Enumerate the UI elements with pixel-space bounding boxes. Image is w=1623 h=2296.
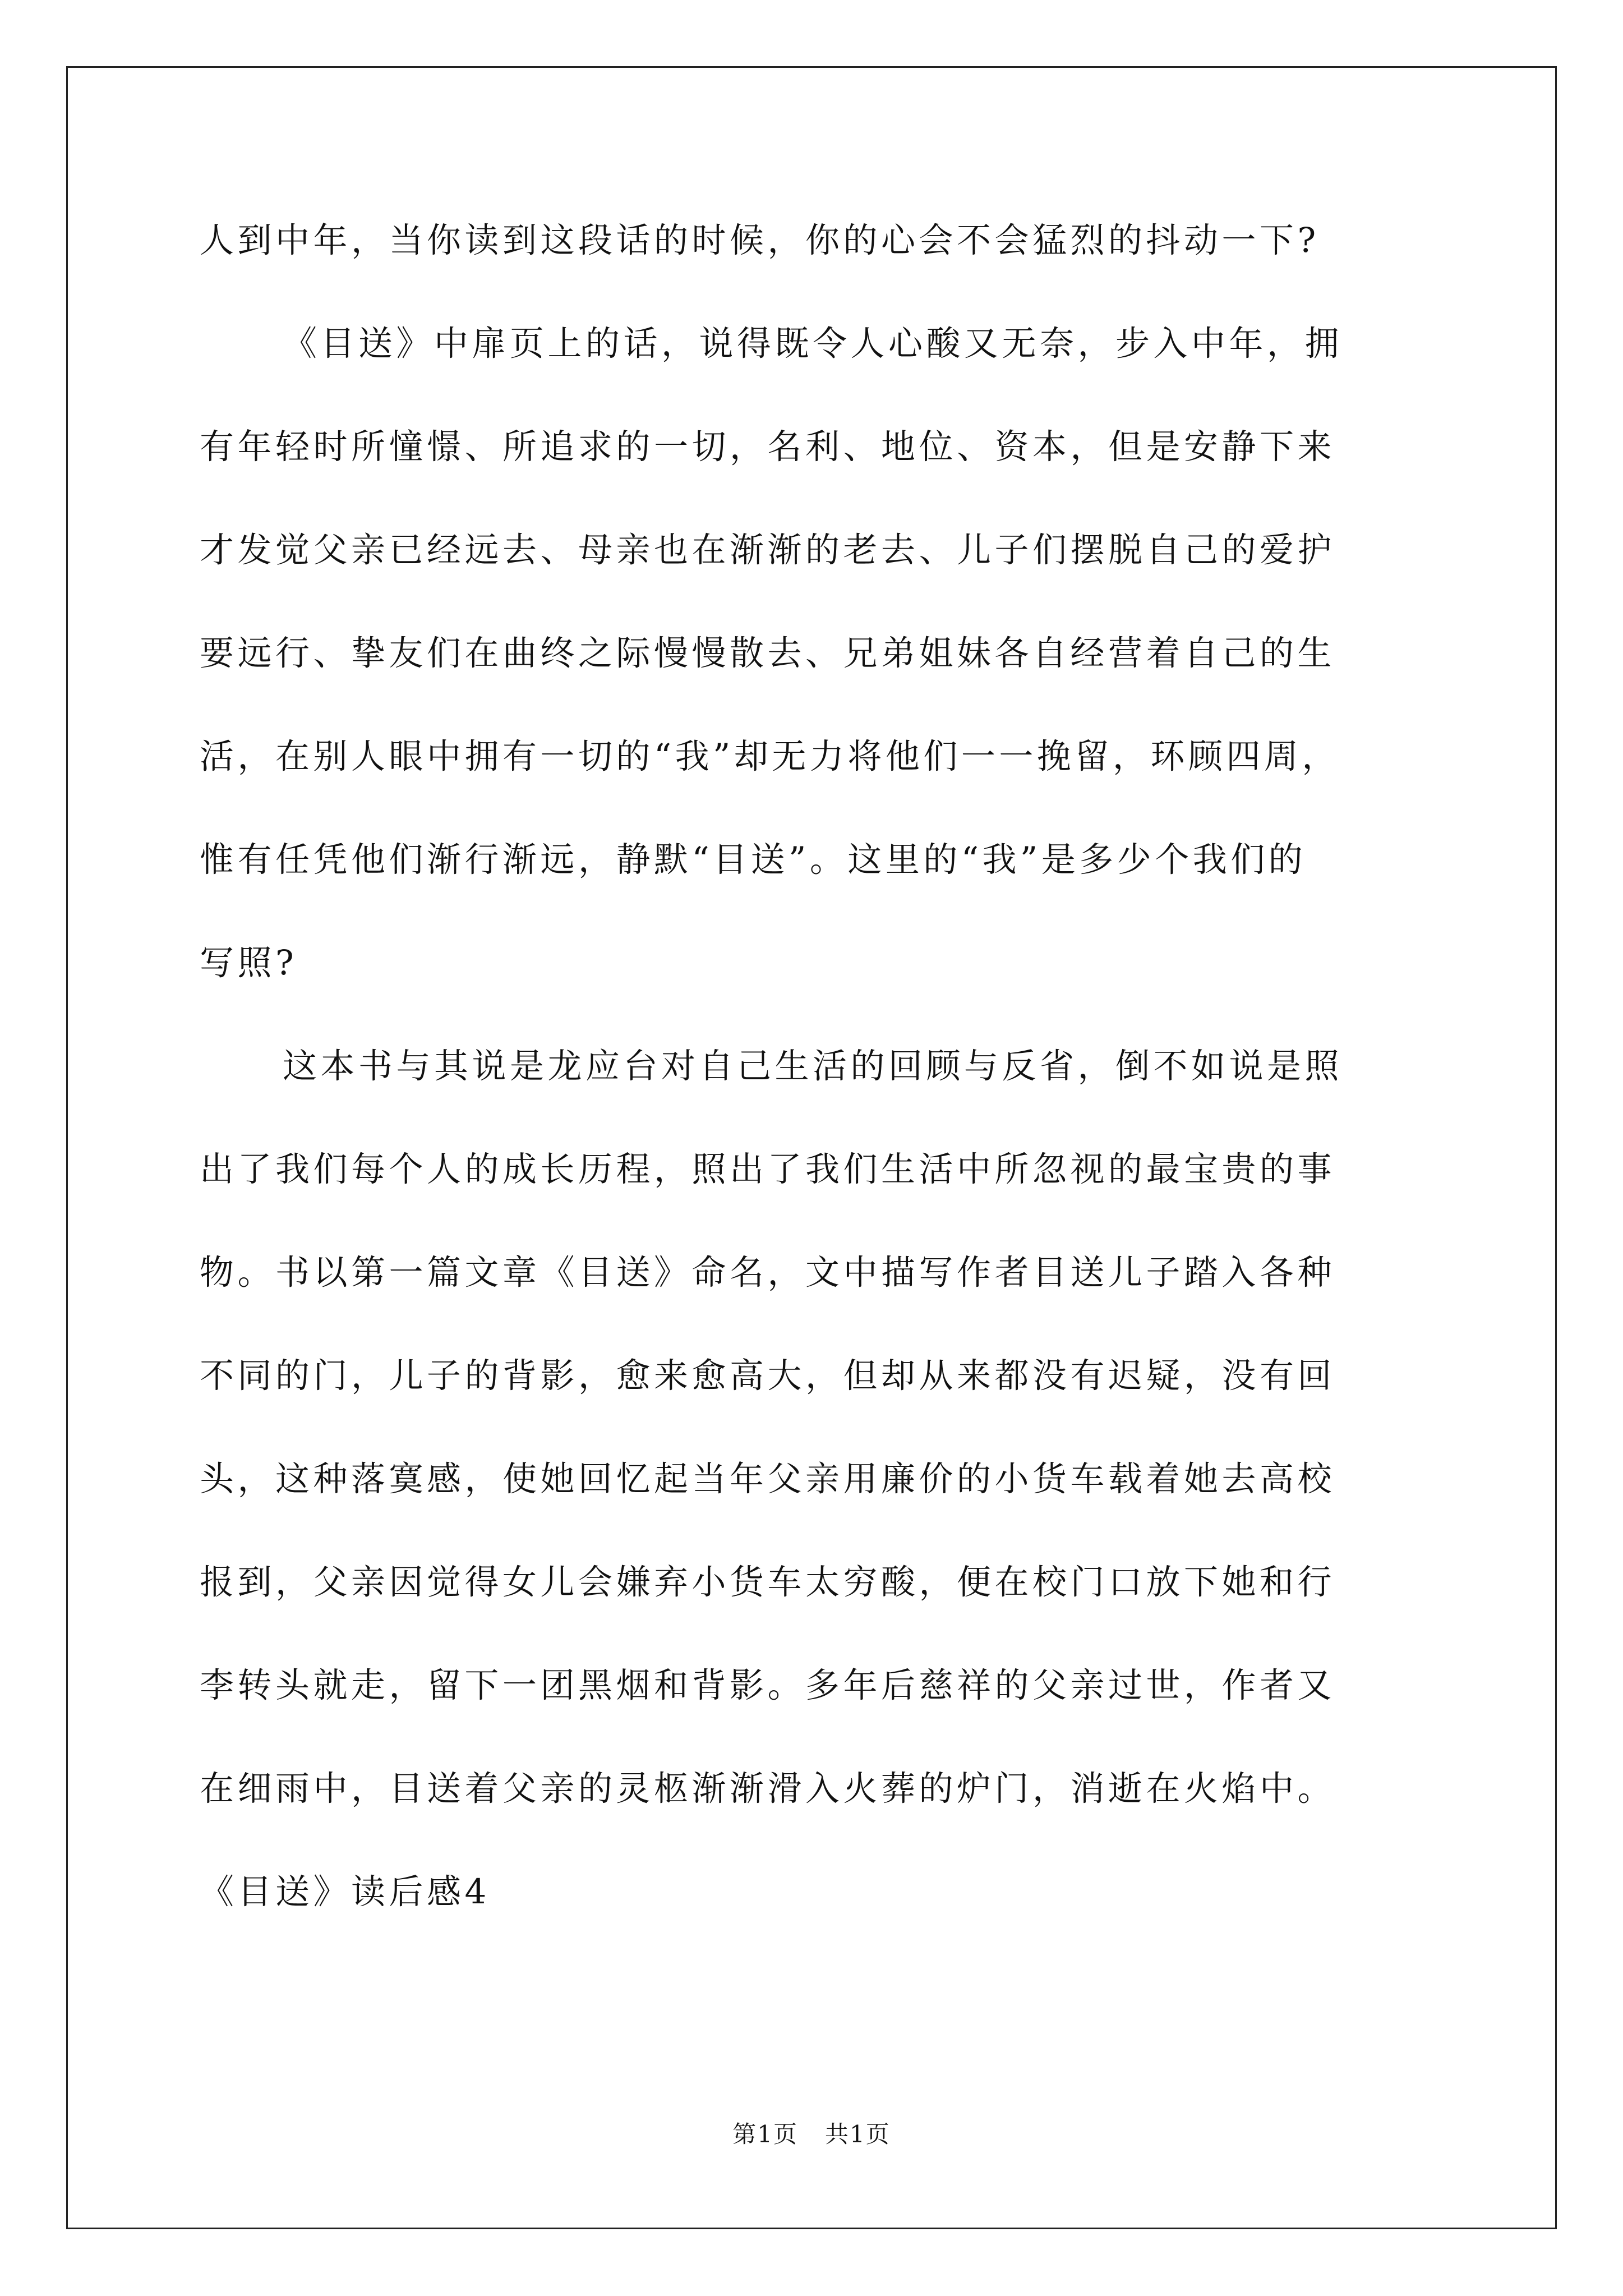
text-line: 有年轻时所憧憬、所追求的一切，名利、地位、资本，但是安静下来	[200, 427, 1336, 467]
text-line: 要远行、挚友们在曲终之际慢慢散去、兄弟姐妹各自经营着自己的生	[200, 633, 1336, 673]
text-line: 在细雨中，目送着父亲的灵柩渐渐滑入火葬的炉门，消逝在火焰中。	[200, 1769, 1336, 1809]
page-number: 第1页	[732, 2120, 798, 2148]
text-line: 报到，父亲因觉得女儿会嫌弃小货车太穷酸，便在校门口放下她和行	[200, 1562, 1336, 1602]
text-line: 惟有任凭他们渐行渐远，静默“目送”。这里的“我”是多少个我们的	[200, 840, 1307, 880]
page-footer	[0, 2120, 1623, 2148]
paragraph-start-line: 《目送》中扉页上的话，说得既令人心酸又无奈，步入中年，拥	[283, 324, 1343, 364]
paragraph-start-line: 这本书与其说是龙应台对自己生活的回顾与反省，倒不如说是照	[283, 1046, 1343, 1086]
text-line: 才发觉父亲已经远去、母亲也在渐渐的老去、儿子们摆脱自己的爱护	[200, 530, 1336, 570]
text-line: 头，这种落寞感，使她回忆起当年父亲用廉价的小货车载着她去高校	[200, 1459, 1336, 1499]
document-body	[200, 220, 1422, 1975]
text-line: 活，在别人眼中拥有一切的“我”却无力将他们一一挽留，环顾四周，	[200, 737, 1340, 776]
text-line: 物。书以第一篇文章《目送》命名，文中描写作者目送儿子踏入各种	[200, 1253, 1336, 1292]
text-line: 出了我们每个人的成长历程，照出了我们生活中所忽视的最宝贵的事	[200, 1149, 1336, 1189]
section-heading: 《目送》读后感4	[200, 1872, 490, 1912]
text-line: 写照?	[200, 943, 298, 983]
text-line: 不同的门，儿子的背影，愈来愈高大，但却从来都没有迟疑，没有回	[200, 1356, 1336, 1396]
page-total: 共1页	[825, 2120, 891, 2148]
text-line: 李转头就走，留下一团黑烟和背影。多年后慈祥的父亲过世，作者又	[200, 1665, 1336, 1705]
text-line: 人到中年，当你读到这段话的时候，你的心会不会猛烈的抖动一下?	[200, 220, 1320, 260]
